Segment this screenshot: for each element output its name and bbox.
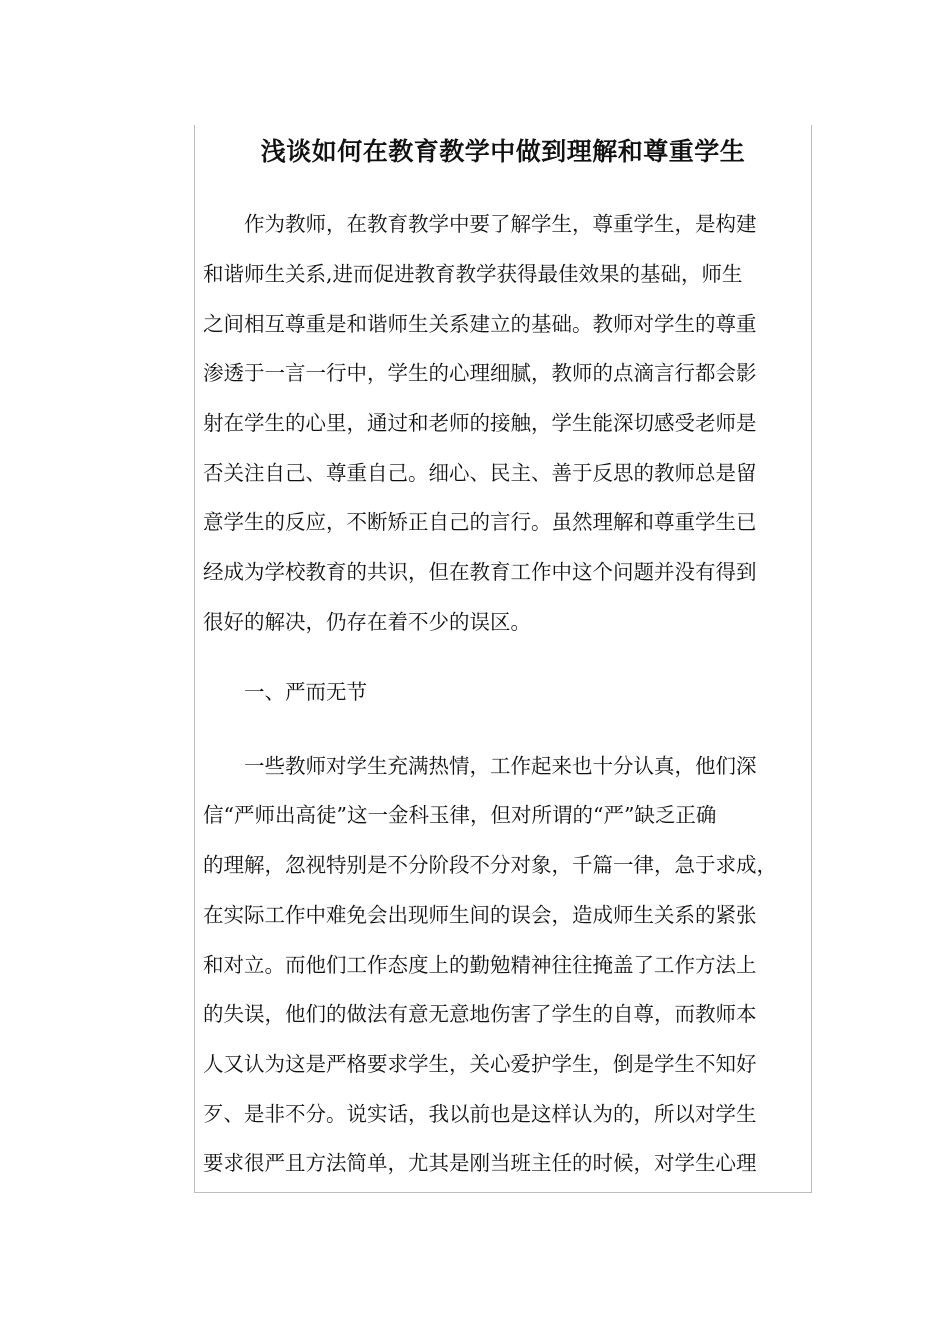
body-line: 射在学生的心里，通过和老师的接触，学生能深切感受老师是 (203, 411, 757, 435)
body-line: 和对立。而他们工作态度上的勤勉精神往往掩盖了工作方法上 (203, 953, 757, 977)
body-line: 信“严师出高徒”这一金科玉律，但对所谓的“严”缺乏正确 (203, 803, 717, 827)
section-heading: 一、严而无节 (203, 680, 367, 704)
body-line: 的理解，忽视特别是不分阶段不分对象，千篇一律，急于求成， (203, 853, 777, 877)
body-line: 意学生的反应，不断矫正自己的言行。虽然理解和尊重学生已 (203, 510, 757, 534)
body-line: 和谐师生关系,进而促进教育教学获得最佳效果的基础，师生 (203, 262, 743, 286)
body-line: 在实际工作中难免会出现师生间的误会，造成师生关系的紧张 (203, 903, 757, 927)
body-line: 渗透于一言一行中，学生的心理细腻，教师的点滴言行都会影 (203, 361, 757, 385)
body-line: 人又认为这是严格要求学生，关心爱护学生，倒是学生不知好 (203, 1052, 757, 1076)
body-line: 很好的解决，仍存在着不少的误区。 (203, 610, 531, 634)
body-line: 歹、是非不分。说实话，我以前也是这样认为的，所以对学生 (203, 1102, 757, 1126)
body-line: 经成为学校教育的共识，但在教育工作中这个问题并没有得到 (203, 560, 757, 584)
body-line: 一些教师对学生充满热情，工作起来也十分认真，他们深 (203, 754, 757, 778)
body-line: 否关注自己、尊重自己。细心、民主、善于反思的教师总是留 (203, 461, 757, 485)
body-line: 的失误，他们的做法有意无意地伤害了学生的自尊，而教师本 (203, 1002, 757, 1026)
body-line: 之间相互尊重是和谐师生关系建立的基础。教师对学生的尊重 (203, 312, 757, 336)
document-title: 浅谈如何在教育教学中做到理解和尊重学生 (260, 137, 746, 166)
body-line: 作为教师，在教育教学中要了解学生，尊重学生，是构建 (203, 212, 757, 236)
body-line: 要求很严且方法简单，尤其是刚当班主任的时候，对学生心理 (203, 1151, 757, 1175)
